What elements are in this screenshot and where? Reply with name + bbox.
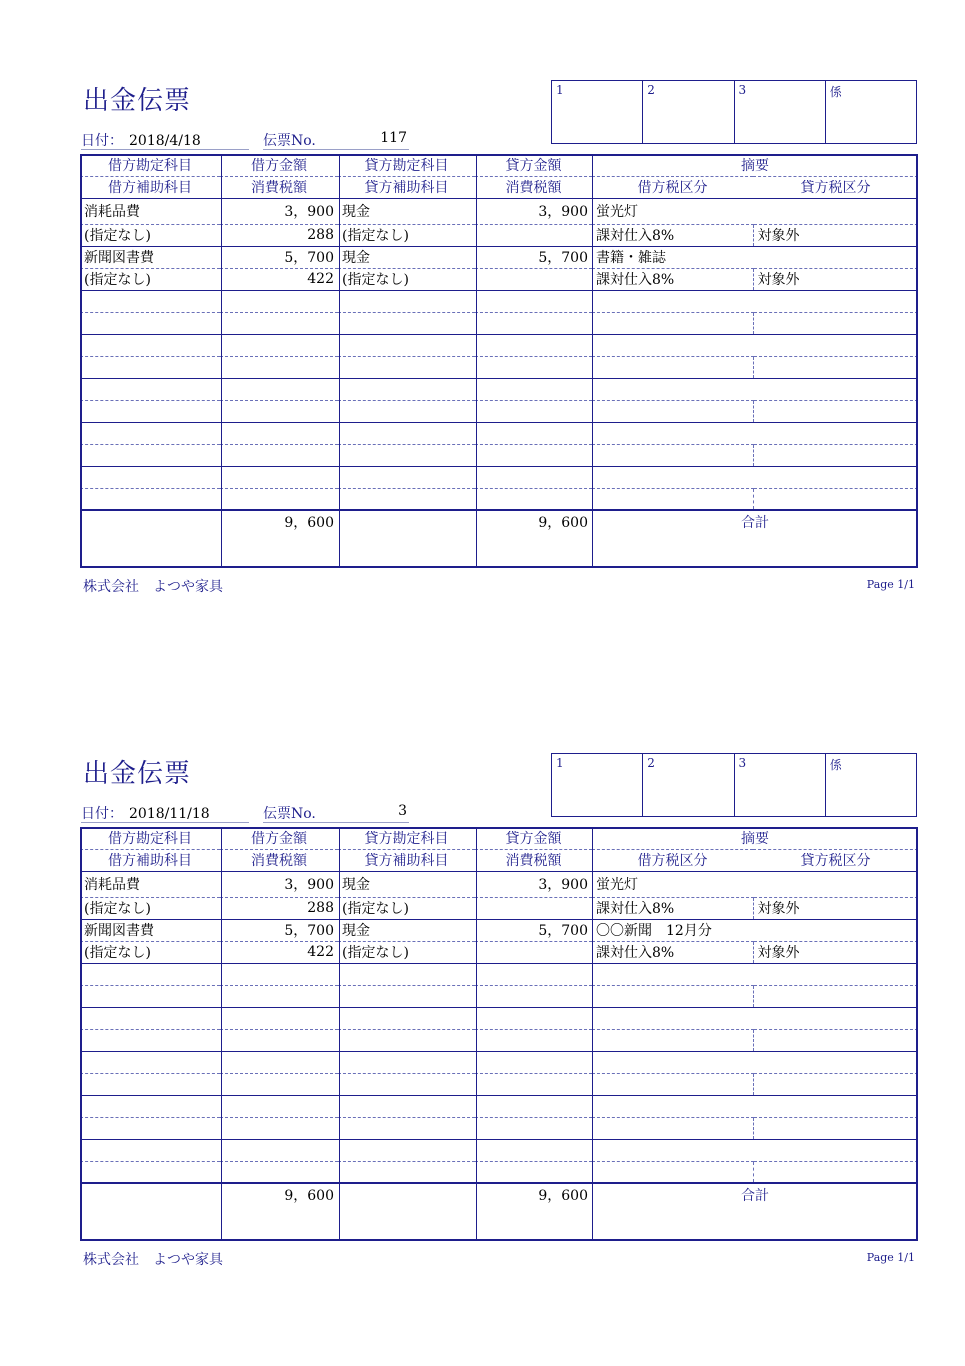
table-cell bbox=[80, 422, 220, 444]
table-cell bbox=[338, 290, 475, 312]
table-cell bbox=[753, 312, 918, 334]
table-cell: 現金 bbox=[338, 246, 475, 268]
table-cell bbox=[592, 1073, 753, 1095]
table-cell bbox=[475, 985, 592, 1007]
column-divider bbox=[476, 154, 477, 568]
slip-title: 出金伝票 bbox=[83, 86, 192, 116]
column-header: 貸方補助科目 bbox=[338, 176, 475, 198]
header-row bbox=[80, 154, 918, 176]
table-row bbox=[80, 224, 918, 246]
table-cell bbox=[753, 400, 918, 422]
table-cell: 3，900 bbox=[220, 198, 338, 224]
table-cell bbox=[338, 963, 475, 985]
table-cell bbox=[592, 422, 918, 444]
table-cell bbox=[338, 1161, 475, 1183]
table-cell bbox=[220, 1161, 338, 1183]
table-cell: (指定なし) bbox=[338, 268, 475, 290]
table-cell bbox=[338, 1073, 475, 1095]
column-header: 貸方金額 bbox=[505, 157, 562, 174]
table-cell: 消耗品費 bbox=[80, 871, 220, 897]
table-row bbox=[80, 1161, 918, 1183]
slip-number-field bbox=[263, 803, 409, 823]
table-cell bbox=[80, 488, 220, 510]
date-label: 日付： bbox=[81, 133, 123, 149]
table-cell bbox=[753, 1117, 918, 1139]
table-cell bbox=[220, 1117, 338, 1139]
header-row bbox=[80, 176, 918, 198]
table-cell: 書籍・雑誌 bbox=[592, 246, 918, 268]
table-cell bbox=[475, 488, 592, 510]
table-cell bbox=[592, 1161, 753, 1183]
table-cell bbox=[338, 1095, 475, 1117]
table-cell bbox=[475, 356, 592, 378]
column-divider bbox=[339, 827, 340, 1241]
column-header: 消費税額 bbox=[220, 849, 338, 871]
column-divider bbox=[221, 154, 222, 568]
table-cell bbox=[475, 444, 592, 466]
table-row bbox=[80, 1051, 918, 1073]
column-header: 貸方勘定科目 bbox=[364, 830, 449, 847]
approval-stamp-box bbox=[551, 80, 917, 144]
company-name: 株式会社 よつや家具 bbox=[83, 579, 223, 595]
column-header: 貸方勘定科目 bbox=[364, 157, 449, 174]
column-header: 借方勘定科目 bbox=[108, 830, 192, 847]
table-cell bbox=[592, 378, 918, 400]
table-row bbox=[80, 941, 918, 963]
table-cell: 5，700 bbox=[475, 246, 592, 268]
table-cell bbox=[220, 1029, 338, 1051]
table-row bbox=[80, 312, 918, 334]
column-header: 摘要 bbox=[741, 157, 769, 174]
column-header: 借方金額 bbox=[251, 157, 307, 174]
table-cell bbox=[592, 400, 753, 422]
table-cell bbox=[475, 1139, 592, 1161]
table-row bbox=[80, 422, 918, 444]
table-cell bbox=[592, 334, 918, 356]
table-cell: (指定なし) bbox=[80, 268, 220, 290]
table-cell bbox=[220, 334, 338, 356]
table-cell: 〇〇新聞 12月分 bbox=[592, 919, 918, 941]
table-cell bbox=[338, 1007, 475, 1029]
table-cell: 3，900 bbox=[220, 871, 338, 897]
table-cell bbox=[475, 334, 592, 356]
table-cell bbox=[592, 356, 753, 378]
journal-table bbox=[80, 827, 918, 1205]
table-cell: 5，700 bbox=[475, 919, 592, 941]
table-cell bbox=[592, 985, 753, 1007]
table-cell bbox=[475, 1161, 592, 1183]
table-cell bbox=[592, 1029, 753, 1051]
table-cell: 課対仕入8% bbox=[592, 224, 753, 246]
table-cell bbox=[475, 400, 592, 422]
date-field bbox=[81, 803, 249, 823]
company-name: 株式会社 よつや家具 bbox=[83, 1252, 223, 1268]
table-row bbox=[80, 290, 918, 312]
table-cell bbox=[220, 312, 338, 334]
table-cell bbox=[220, 400, 338, 422]
table-cell bbox=[475, 312, 592, 334]
column-header: 貸方税区分 bbox=[753, 176, 918, 198]
column-header: 消費税額 bbox=[220, 176, 338, 198]
table-cell bbox=[592, 466, 918, 488]
column-header: 貸方税区分 bbox=[753, 849, 918, 871]
table-cell bbox=[80, 1139, 220, 1161]
total-debit: 9，600 bbox=[220, 1183, 338, 1205]
table-cell bbox=[80, 400, 220, 422]
approval-cell: 3 bbox=[735, 754, 826, 816]
approval-cell: 2 bbox=[643, 81, 734, 143]
total-label: 合計 bbox=[592, 1183, 918, 1205]
table-cell bbox=[475, 1095, 592, 1117]
table-row bbox=[80, 1139, 918, 1161]
slip-number-value: 3 bbox=[398, 803, 407, 819]
page-indicator: Page 1/1 bbox=[866, 1251, 915, 1264]
column-header: 借方補助科目 bbox=[80, 176, 220, 198]
table-cell bbox=[475, 1007, 592, 1029]
table-row bbox=[80, 246, 918, 268]
table-cell bbox=[220, 1007, 338, 1029]
table-row bbox=[80, 1095, 918, 1117]
slip-number-field bbox=[263, 130, 409, 150]
table-row bbox=[80, 1073, 918, 1095]
table-cell bbox=[475, 466, 592, 488]
table-cell bbox=[220, 1073, 338, 1095]
table-cell bbox=[80, 1007, 220, 1029]
table-cell bbox=[592, 1007, 918, 1029]
table-cell bbox=[338, 422, 475, 444]
journal-table bbox=[80, 154, 918, 532]
table-cell bbox=[80, 444, 220, 466]
table-cell bbox=[592, 1095, 918, 1117]
table-row bbox=[80, 466, 918, 488]
table-cell bbox=[220, 466, 338, 488]
table-cell bbox=[80, 963, 220, 985]
table-cell: 新聞図書費 bbox=[80, 919, 220, 941]
date-label: 日付： bbox=[81, 806, 123, 822]
table-cell: 現金 bbox=[338, 198, 475, 224]
table-row bbox=[80, 378, 918, 400]
table-cell bbox=[753, 985, 918, 1007]
slip-title: 出金伝票 bbox=[83, 759, 192, 789]
column-divider bbox=[221, 827, 222, 1241]
total-row bbox=[80, 510, 918, 532]
approval-cell: 1 bbox=[552, 81, 643, 143]
table-cell: 現金 bbox=[338, 871, 475, 897]
table-cell bbox=[220, 444, 338, 466]
table-cell bbox=[475, 1117, 592, 1139]
table-cell: 消耗品費 bbox=[80, 198, 220, 224]
slip-number-value: 117 bbox=[380, 130, 407, 146]
table-cell bbox=[338, 1139, 475, 1161]
table-cell bbox=[592, 444, 753, 466]
table-cell bbox=[753, 444, 918, 466]
table-cell: (指定なし) bbox=[338, 897, 475, 919]
table-row bbox=[80, 1117, 918, 1139]
table-cell bbox=[475, 290, 592, 312]
table-row bbox=[80, 400, 918, 422]
table-cell bbox=[338, 1029, 475, 1051]
approval-stamp-box bbox=[551, 753, 917, 817]
table-cell bbox=[338, 1051, 475, 1073]
column-header: 消費税額 bbox=[475, 849, 592, 871]
table-cell bbox=[475, 941, 592, 963]
total-label: 合計 bbox=[592, 510, 918, 532]
table-cell bbox=[338, 356, 475, 378]
table-cell: 3，900 bbox=[475, 198, 592, 224]
table-cell bbox=[80, 1161, 220, 1183]
table-cell bbox=[80, 312, 220, 334]
table-cell bbox=[338, 985, 475, 1007]
table-cell bbox=[80, 334, 220, 356]
table-cell: 422 bbox=[220, 268, 338, 290]
table-cell bbox=[80, 466, 220, 488]
table-cell bbox=[220, 1139, 338, 1161]
date-value: 2018/4/18 bbox=[129, 133, 201, 149]
total-row bbox=[80, 1183, 918, 1205]
table-cell: (指定なし) bbox=[338, 941, 475, 963]
table-cell bbox=[475, 1051, 592, 1073]
table-cell bbox=[338, 334, 475, 356]
total-credit: 9，600 bbox=[475, 1183, 592, 1205]
approval-cell: 係 bbox=[829, 758, 842, 772]
entry-rows bbox=[80, 871, 918, 1183]
table-cell bbox=[338, 378, 475, 400]
table-cell bbox=[220, 356, 338, 378]
column-header: 借方税区分 bbox=[592, 176, 753, 198]
table-row bbox=[80, 963, 918, 985]
table-row bbox=[80, 198, 918, 224]
approval-cell: 3 bbox=[735, 81, 826, 143]
table-cell: 3，900 bbox=[475, 871, 592, 897]
table-row bbox=[80, 1007, 918, 1029]
table-cell bbox=[475, 1029, 592, 1051]
table-cell: 課対仕入8% bbox=[592, 268, 753, 290]
column-divider bbox=[592, 154, 593, 568]
table-cell bbox=[80, 356, 220, 378]
table-cell: 288 bbox=[220, 897, 338, 919]
table-cell bbox=[338, 1117, 475, 1139]
table-cell bbox=[475, 378, 592, 400]
table-cell bbox=[220, 378, 338, 400]
table-cell bbox=[338, 400, 475, 422]
table-row bbox=[80, 871, 918, 897]
table-row bbox=[80, 334, 918, 356]
table-cell bbox=[80, 1051, 220, 1073]
total-debit: 9，600 bbox=[220, 510, 338, 532]
table-cell: 蛍光灯 bbox=[592, 871, 918, 897]
column-divider bbox=[592, 827, 593, 1241]
table-cell bbox=[338, 312, 475, 334]
table-cell: 対象外 bbox=[753, 224, 918, 246]
table-cell bbox=[80, 290, 220, 312]
table-cell bbox=[80, 378, 220, 400]
table-cell bbox=[592, 963, 918, 985]
table-cell bbox=[220, 290, 338, 312]
table-cell bbox=[80, 1117, 220, 1139]
table-cell bbox=[753, 1073, 918, 1095]
table-cell bbox=[592, 290, 918, 312]
column-header: 借方補助科目 bbox=[80, 849, 220, 871]
column-header: 摘要 bbox=[741, 830, 769, 847]
date-value: 2018/11/18 bbox=[129, 806, 210, 822]
table-cell: 288 bbox=[220, 224, 338, 246]
table-row bbox=[80, 356, 918, 378]
entry-rows bbox=[80, 198, 918, 510]
table-cell: 対象外 bbox=[753, 941, 918, 963]
table-cell bbox=[475, 1073, 592, 1095]
table-cell bbox=[592, 1051, 918, 1073]
slip bbox=[0, 753, 965, 1313]
table-cell: (指定なし) bbox=[80, 897, 220, 919]
table-cell bbox=[80, 1073, 220, 1095]
approval-cell: 2 bbox=[643, 754, 734, 816]
table-cell: 課対仕入8% bbox=[592, 941, 753, 963]
table-cell bbox=[220, 1051, 338, 1073]
table-row bbox=[80, 1029, 918, 1051]
column-header: 貸方金額 bbox=[505, 830, 562, 847]
slip bbox=[0, 80, 965, 640]
table-cell bbox=[475, 897, 592, 919]
date-field bbox=[81, 130, 249, 150]
table-cell bbox=[475, 224, 592, 246]
table-row bbox=[80, 268, 918, 290]
table-cell: 5，700 bbox=[220, 919, 338, 941]
header-row bbox=[80, 849, 918, 871]
table-cell: 蛍光灯 bbox=[592, 198, 918, 224]
approval-cell: 係 bbox=[829, 85, 842, 99]
table-cell bbox=[80, 985, 220, 1007]
column-header: 借方金額 bbox=[251, 830, 307, 847]
table-row bbox=[80, 919, 918, 941]
slip-number-label: 伝票No. bbox=[263, 806, 316, 822]
table-cell bbox=[220, 985, 338, 1007]
total-credit: 9，600 bbox=[475, 510, 592, 532]
column-header: 借方税区分 bbox=[592, 849, 753, 871]
table-cell: 現金 bbox=[338, 919, 475, 941]
table-row bbox=[80, 488, 918, 510]
header-row bbox=[80, 827, 918, 849]
table-cell bbox=[592, 488, 753, 510]
column-divider bbox=[476, 827, 477, 1241]
table-row bbox=[80, 444, 918, 466]
table-cell bbox=[592, 312, 753, 334]
table-cell bbox=[475, 268, 592, 290]
table-cell bbox=[220, 1095, 338, 1117]
table-cell bbox=[220, 488, 338, 510]
table-row bbox=[80, 897, 918, 919]
table-cell bbox=[220, 422, 338, 444]
table-cell bbox=[753, 488, 918, 510]
table-row bbox=[80, 985, 918, 1007]
table-cell: 新聞図書費 bbox=[80, 246, 220, 268]
table-cell: 対象外 bbox=[753, 268, 918, 290]
page-indicator: Page 1/1 bbox=[866, 578, 915, 591]
table-cell bbox=[80, 1029, 220, 1051]
table-cell: (指定なし) bbox=[80, 941, 220, 963]
table-cell bbox=[338, 466, 475, 488]
table-cell bbox=[80, 1095, 220, 1117]
table-cell: 対象外 bbox=[753, 897, 918, 919]
column-header: 消費税額 bbox=[475, 176, 592, 198]
column-header: 借方勘定科目 bbox=[108, 157, 192, 174]
table-cell bbox=[753, 1029, 918, 1051]
column-header: 貸方補助科目 bbox=[338, 849, 475, 871]
table-cell bbox=[338, 444, 475, 466]
table-cell: 5，700 bbox=[220, 246, 338, 268]
table-cell: 課対仕入8% bbox=[592, 897, 753, 919]
approval-cell: 1 bbox=[552, 754, 643, 816]
table-cell bbox=[753, 1161, 918, 1183]
table-cell bbox=[592, 1139, 918, 1161]
table-cell bbox=[753, 356, 918, 378]
table-cell bbox=[220, 963, 338, 985]
table-cell: (指定なし) bbox=[338, 224, 475, 246]
column-divider bbox=[339, 154, 340, 568]
table-cell bbox=[592, 1117, 753, 1139]
table-cell: (指定なし) bbox=[80, 224, 220, 246]
table-cell bbox=[475, 963, 592, 985]
slip-number-label: 伝票No. bbox=[263, 133, 316, 149]
table-cell bbox=[475, 422, 592, 444]
table-cell: 422 bbox=[220, 941, 338, 963]
table-cell bbox=[338, 488, 475, 510]
